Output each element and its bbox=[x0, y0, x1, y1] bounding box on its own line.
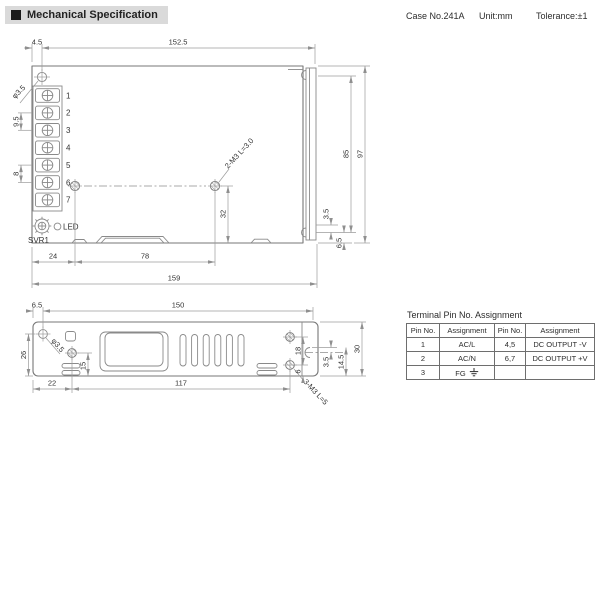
terminal-screw bbox=[36, 106, 60, 120]
dim-hole-span: 150 bbox=[171, 300, 185, 310]
screw-hole bbox=[65, 346, 79, 360]
hole-diameter-label: φ3.5 bbox=[49, 336, 67, 355]
terminal-screw bbox=[36, 89, 60, 103]
unit-label: Unit:mm bbox=[479, 11, 513, 21]
terminal-screw bbox=[36, 193, 60, 207]
dim-hole-offset: 6.5 bbox=[31, 300, 43, 310]
dim-hole-to-hole: 78 bbox=[140, 251, 150, 261]
screw-hole bbox=[283, 330, 297, 344]
svr1-label: SVR1 bbox=[28, 236, 49, 245]
pin-no-cell: 4,5 bbox=[495, 338, 526, 352]
pin-table-title: Terminal Pin No. Assignment bbox=[407, 310, 523, 320]
table-row bbox=[407, 338, 595, 352]
pin-assignment-section bbox=[406, 310, 596, 380]
terminal-screw bbox=[36, 124, 60, 138]
dim-hook-bottom: 6.5 bbox=[334, 237, 344, 249]
hole-diameter-label: φ3.5 bbox=[10, 83, 28, 101]
chassis-foot bbox=[96, 237, 169, 244]
terminal-number: 6 bbox=[66, 178, 71, 188]
dim-slot-height: 15 bbox=[78, 361, 88, 371]
pin-no-cell: 1 bbox=[407, 338, 440, 352]
tolerance-label: Tolerance:±1 bbox=[536, 11, 588, 21]
chassis-foot bbox=[251, 239, 271, 243]
assignment-cell: AC/N bbox=[440, 352, 495, 366]
col-header-assignment: Assignment bbox=[440, 324, 495, 338]
dim-tab-half: 3.5 bbox=[321, 356, 331, 368]
assignment-cell: DC OUTPUT -V bbox=[526, 338, 595, 352]
dim-pitch-output: 8 bbox=[11, 171, 21, 176]
case-outline bbox=[32, 66, 303, 243]
vent-slot bbox=[62, 371, 80, 376]
dim-hole-to-hole: 117 bbox=[175, 378, 187, 388]
col-header-pin-no: Pin No. bbox=[495, 324, 526, 338]
dim-pitch-input: 9.5 bbox=[11, 116, 21, 127]
col-header-pin-no: Pin No. bbox=[407, 324, 440, 338]
table-header-row bbox=[407, 324, 595, 338]
vent-slot bbox=[62, 364, 80, 369]
assignment-cell bbox=[440, 366, 495, 380]
pin-assignment-table bbox=[406, 323, 595, 380]
top-view bbox=[10, 38, 370, 289]
dim-screw-hole-y: 32 bbox=[218, 209, 228, 219]
terminal-number: 5 bbox=[66, 160, 71, 170]
dimension-lines bbox=[19, 301, 366, 394]
assignment-cell: DC OUTPUT +V bbox=[526, 352, 595, 366]
dim-hole-height: 26 bbox=[19, 350, 28, 360]
vent-slot bbox=[257, 364, 277, 369]
square-hole bbox=[66, 332, 76, 342]
assignment-cell bbox=[526, 366, 595, 380]
terminal-number: 1 bbox=[66, 91, 71, 101]
led-indicator-icon bbox=[54, 223, 61, 230]
terminal-screw bbox=[36, 176, 60, 190]
dim-left-to-hole: 24 bbox=[48, 251, 58, 261]
section-title: Mechanical Specification bbox=[27, 9, 158, 21]
mounting-flange bbox=[302, 68, 317, 240]
dim-hole-offset: 4.5 bbox=[31, 37, 43, 47]
case-number: Case No.241A bbox=[406, 11, 465, 21]
large-cutout bbox=[100, 332, 168, 371]
fg-label: FG bbox=[455, 368, 466, 378]
side-view bbox=[19, 301, 366, 407]
terminal-screw bbox=[36, 158, 60, 172]
pin-no-cell: 3 bbox=[407, 366, 440, 380]
svr1-potentiometer bbox=[33, 217, 52, 236]
table-row bbox=[407, 352, 595, 366]
dim-left-to-hole: 22 bbox=[47, 378, 57, 388]
dim-overall-length: 159 bbox=[167, 273, 181, 283]
terminal-screw bbox=[36, 141, 60, 155]
dim-tab-bottom: 14.5 bbox=[336, 354, 346, 370]
dim-body-height: 85 bbox=[341, 149, 351, 159]
dim-hole-span: 152.5 bbox=[168, 37, 188, 47]
terminal-number: 4 bbox=[66, 143, 71, 153]
screw-spec-label: 2-M3 L=3.0 bbox=[222, 136, 256, 171]
table-row bbox=[407, 366, 595, 380]
dim-screw-gap: 18 bbox=[293, 346, 303, 356]
vent-slot bbox=[257, 371, 277, 376]
pin-no-cell: 6,7 bbox=[495, 352, 526, 366]
dim-overall-height: 97 bbox=[355, 149, 365, 159]
dim-screw-bottom: 6 bbox=[293, 369, 303, 374]
earth-ground-icon bbox=[469, 368, 479, 377]
col-header-assignment: Assignment bbox=[526, 324, 595, 338]
led-label: LED bbox=[63, 222, 79, 232]
mounting-hole bbox=[36, 327, 51, 342]
ventilation-slots bbox=[180, 335, 244, 367]
terminal-number: 3 bbox=[66, 126, 71, 136]
dim-overall-height: 30 bbox=[352, 344, 362, 354]
pin-no-cell bbox=[495, 366, 526, 380]
pin-no-cell: 2 bbox=[407, 352, 440, 366]
terminal-block bbox=[33, 86, 71, 211]
screw-spec-label: 3-M3 L=5 bbox=[301, 377, 330, 407]
terminal-number: 2 bbox=[66, 108, 71, 118]
assignment-cell: AC/L bbox=[440, 338, 495, 352]
terminal-number: 7 bbox=[66, 195, 71, 205]
dim-hook-gap: 3.5 bbox=[321, 208, 331, 220]
